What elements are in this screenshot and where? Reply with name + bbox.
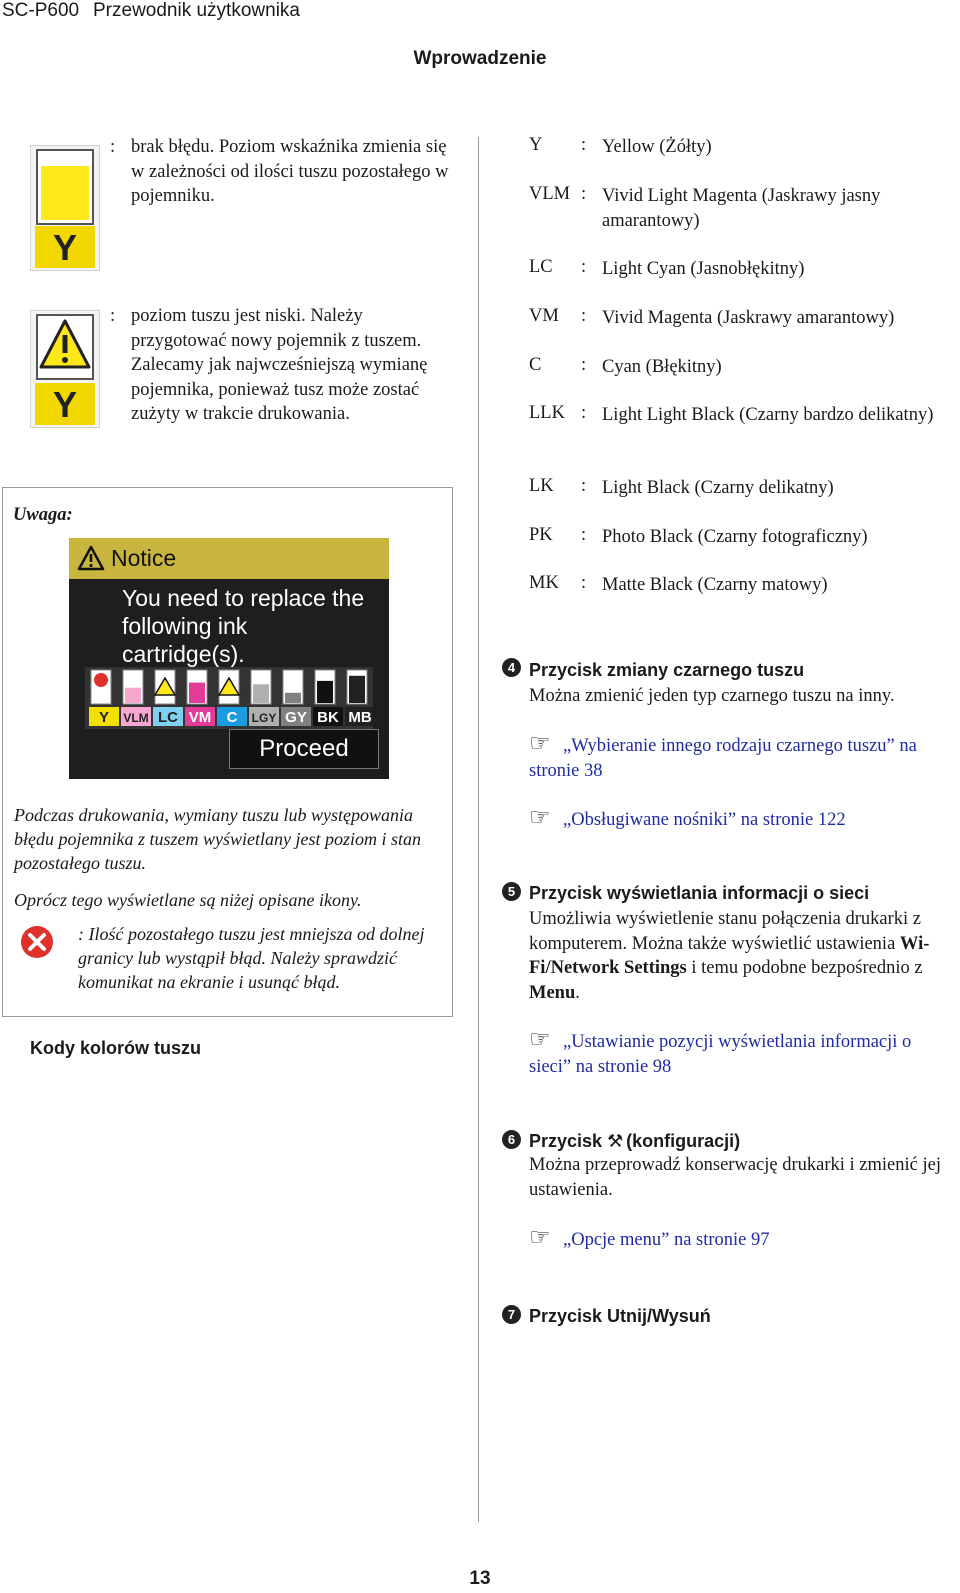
section-number: 6	[502, 1130, 521, 1149]
ink-tank-y	[89, 670, 119, 726]
ink-code-label: MB	[348, 709, 372, 726]
colon: :	[581, 525, 587, 545]
section-7-title: Przycisk Utnij/Wysuń	[529, 1306, 711, 1326]
color-code: C	[529, 355, 542, 375]
colon: :	[581, 306, 587, 326]
section-4-link-2[interactable]: ☞ „Obsługiwane nośniki” na stronie 122	[529, 805, 846, 831]
color-description: Photo Black (Czarny fotograficzny)	[602, 527, 868, 547]
note-paragraph-2: Oprócz tego wyświetlane są niżej opisane ikony.	[14, 890, 362, 910]
section-5-title: Przycisk wyświetlania informacji o sieci	[529, 883, 870, 903]
warning-icon	[77, 545, 105, 571]
hand-pointer-icon: ☞	[529, 731, 551, 757]
ink-tank-lgy	[249, 670, 279, 726]
ink-code-label: C	[226, 709, 238, 726]
screen-message: You need to replace the following ink cartridge(s).	[122, 585, 365, 667]
colon: :	[581, 573, 587, 593]
settings-wrench-icon: ⚒	[607, 1131, 624, 1151]
section-4-text: Można zmienić jeden typ czarnego tuszu na inny.	[529, 686, 895, 706]
color-description: Yellow (Żółty)	[602, 137, 712, 157]
color-code: LLK	[529, 403, 565, 423]
svg-text:Y: Y	[52, 384, 78, 425]
ink-ok-icon	[30, 145, 100, 271]
section-4-title: Przycisk zmiany czarnego tuszu	[529, 660, 805, 680]
note-label: Uwaga:	[13, 505, 73, 525]
section-number: 5	[502, 882, 521, 901]
svg-text:Y: Y	[52, 227, 78, 268]
note-paragraph-1: Podczas drukowania, wymiany tuszu lub występowania błędu pojemnika z tuszem wyświetlany jest poziom i stan pozostałego tuszu.	[14, 805, 421, 873]
proceed-button[interactable]: Proceed	[229, 729, 379, 769]
section-5-link[interactable]: ☞ „Ustawianie pozycji wyświetlania informacji o sieci” na stronie 98	[529, 1027, 912, 1077]
color-description: Cyan (Błękitny)	[602, 357, 722, 377]
ink-level-fill	[317, 681, 333, 703]
color-description: Vivid Light Magenta (Jaskrawy jasny amarantowy)	[602, 186, 881, 231]
ink-tank-bk	[313, 670, 343, 726]
section-number: 4	[502, 658, 521, 677]
section-title: Wprowadzenie	[413, 48, 547, 69]
colon: :	[581, 403, 587, 423]
ink-code-label: LGY	[251, 711, 277, 725]
ink-low-icon	[30, 310, 100, 428]
ink-low-description: poziom tuszu jest niski. Należy przygotować nowy pojemnik z tuszem. Zalecamy jak najwcześniejszą wymianę pojemnika, ponieważ tusz może zostać zużyty w trakcie drukowania.	[131, 306, 428, 424]
colon: :	[581, 355, 587, 375]
colon: :	[581, 135, 587, 155]
colon: :	[110, 137, 116, 157]
ink-tank-lc	[153, 670, 183, 726]
color-description: Light Cyan (Jasnobłękitny)	[602, 259, 805, 279]
color-description: Matte Black (Czarny matowy)	[602, 575, 828, 595]
ink-level-chart	[85, 667, 373, 729]
section-4-link-1[interactable]: ☞ „Wybieranie innego rodzaju czarnego tuszu” na stronie 38	[529, 731, 917, 781]
ink-tank-vm	[185, 670, 215, 726]
ink-level-fill	[125, 688, 141, 703]
color-description: Vivid Magenta (Jaskrawy amarantowy)	[602, 308, 895, 328]
color-code: VM	[529, 306, 559, 326]
header-guide-title: Przewodnik użytkownika	[93, 0, 300, 21]
ink-code-label: LC	[158, 709, 178, 726]
section-6-title: Przycisk ⚒ (konfiguracji)	[529, 1131, 741, 1151]
ink-code-label: VM	[188, 709, 212, 726]
colon: :	[581, 184, 587, 204]
error-icon-description: : Ilość pozostałego tuszu jest mniejsza od dolnej granicy lub wystąpił błąd. Należy sprawdzić komunikat na ekranie i usunąć błąd.	[78, 924, 425, 992]
colon: :	[581, 476, 587, 496]
screen-title-bar	[69, 538, 389, 579]
colon: :	[581, 257, 587, 277]
color-description: Light Light Black (Czarny bardzo delikatny)	[602, 405, 934, 425]
page-number: 13	[469, 1568, 491, 1589]
column-divider	[478, 137, 479, 1522]
hand-pointer-icon: ☞	[529, 805, 551, 831]
hand-pointer-icon: ☞	[529, 1027, 551, 1053]
color-code: LK	[529, 476, 554, 496]
color-code: PK	[529, 525, 553, 545]
ink-level-fill	[285, 693, 301, 703]
color-code: VLM	[529, 184, 571, 204]
ink-level-panel	[85, 667, 373, 729]
color-description: Light Black (Czarny delikatny)	[602, 478, 834, 498]
ink-code-label: Y	[98, 709, 110, 726]
section-6-text: Można przeprowadź konserwację drukarki i zmienić jej ustawienia.	[529, 1155, 941, 1200]
ink-code-label: BK	[317, 709, 339, 726]
ink-ok-description: brak błędu. Poziom wskaźnika zmienia się w zależności od ilości tuszu pozostałego w pojemniku.	[131, 137, 449, 206]
ink-tank-vlm	[121, 670, 151, 726]
hand-pointer-icon: ☞	[529, 1225, 551, 1251]
ink-code-label: VLM	[123, 711, 149, 725]
ink-level-fill	[349, 676, 365, 703]
ink-level-fill	[189, 683, 205, 703]
section-number: 7	[502, 1305, 521, 1324]
printer-screen	[69, 538, 389, 779]
ink-tank-mb	[345, 670, 373, 726]
ink-codes-heading: Kody kolorów tuszu	[30, 1038, 201, 1058]
header-model: SC-P600	[2, 0, 80, 21]
ink-code-label: GY	[285, 709, 307, 726]
color-code: LC	[529, 257, 553, 277]
section-5-text: Umożliwia wyświetlenie stanu połączenia drukarki z komputerem. Można także wyświetlić ustawienia Wi-Fi/Network Settings i temu podobne bezpośrednio z Menu.	[529, 909, 930, 1003]
error-icon	[94, 673, 108, 687]
section-6-link[interactable]: ☞ „Opcje menu” na stronie 97	[529, 1225, 770, 1251]
color-code: Y	[529, 135, 543, 155]
screen-title: Notice	[111, 545, 177, 571]
ink-level-fill	[253, 684, 269, 703]
error-icon	[19, 924, 55, 960]
ink-tank-c	[217, 670, 247, 726]
colon: :	[110, 306, 116, 326]
color-code: MK	[529, 573, 559, 593]
ink-tank-gy	[281, 670, 311, 726]
